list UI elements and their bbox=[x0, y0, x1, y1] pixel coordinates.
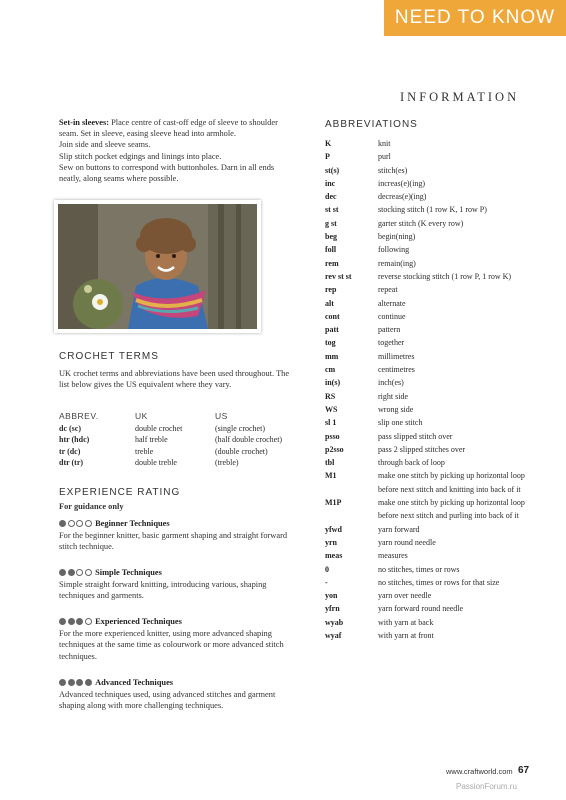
list-item bbox=[325, 469, 525, 496]
abbr-key: RS bbox=[325, 391, 336, 401]
abbr-meaning: make one stitch by picking up horizontal loop before next stitch and knitting into back of it bbox=[378, 471, 525, 494]
list-item bbox=[325, 336, 525, 349]
abbr-key: in(s) bbox=[325, 378, 341, 388]
header-uk: UK bbox=[135, 411, 148, 421]
crochet-us: (treble) bbox=[215, 458, 239, 467]
level-desc: Simple straight forward knitting, introducing various, shaping techniques and garments. bbox=[59, 580, 267, 601]
crochet-us: (single crochet) bbox=[215, 423, 265, 433]
list-item bbox=[325, 443, 525, 456]
list-item bbox=[325, 164, 525, 177]
abbr-key: rep bbox=[325, 285, 337, 295]
abbr-key: WS bbox=[325, 404, 338, 414]
setin-label: Set-in sleeves: bbox=[59, 118, 110, 127]
list-item bbox=[325, 416, 525, 429]
abbr-key: cm bbox=[325, 365, 336, 375]
abbr-key: meas bbox=[325, 551, 343, 561]
abbr-key: P bbox=[325, 152, 330, 162]
watermark: PassionForum.ru bbox=[456, 782, 517, 791]
list-item bbox=[325, 190, 525, 203]
abbr-meaning: yarn forward bbox=[378, 524, 420, 534]
abbr-key: sl 1 bbox=[325, 418, 337, 428]
abbr-meaning: repeat bbox=[378, 285, 398, 295]
crochet-uk: double crochet bbox=[135, 423, 183, 433]
header-us: US bbox=[215, 411, 228, 421]
abbr-meaning: pass 2 slipped stitches over bbox=[378, 444, 466, 454]
abbr-meaning: decreas(e)(ing) bbox=[378, 192, 427, 202]
abbr-meaning: stitch(es) bbox=[378, 165, 408, 175]
abbr-meaning: pattern bbox=[378, 325, 401, 335]
abbr-meaning: knit bbox=[378, 139, 391, 148]
abbr-key: yfrn bbox=[325, 604, 340, 614]
crochet-intro: UK crochet terms and abbreviations have been used throughout. The list below gives the US equivalent where they vary. bbox=[59, 369, 290, 390]
abbr-key: wyaf bbox=[325, 630, 342, 640]
abbr-key: K bbox=[325, 139, 332, 148]
crochet-abbr: dc (sc) bbox=[59, 423, 81, 433]
abbr-meaning: centimetres bbox=[378, 365, 415, 375]
level-experienced bbox=[59, 616, 295, 662]
abbr-meaning: purl bbox=[378, 152, 391, 162]
level-advanced bbox=[59, 677, 295, 712]
list-item bbox=[325, 270, 525, 283]
list-item bbox=[325, 137, 525, 150]
abbr-meaning: no stitches, times or rows bbox=[378, 564, 460, 574]
abbr-meaning: alternate bbox=[378, 298, 406, 308]
list-item bbox=[325, 243, 525, 256]
table-row bbox=[59, 434, 299, 446]
level-simple bbox=[59, 567, 295, 602]
abbr-key: alt bbox=[325, 298, 334, 308]
abbr-meaning: stocking stitch (1 row K, 1 row P) bbox=[378, 205, 487, 215]
list-item bbox=[325, 563, 525, 576]
table-row bbox=[59, 446, 299, 458]
abbr-key: beg bbox=[325, 232, 337, 242]
list-item bbox=[325, 390, 525, 403]
abbr-meaning: millimetres bbox=[378, 351, 415, 361]
list-item bbox=[325, 323, 525, 336]
abbr-meaning: wrong side bbox=[378, 404, 414, 414]
header-abbrev: ABBREV. bbox=[59, 411, 99, 421]
list-item bbox=[325, 629, 525, 642]
section-title: INFORMATION bbox=[400, 90, 520, 104]
abbr-key: foll bbox=[325, 245, 337, 255]
abbr-key: psso bbox=[325, 431, 340, 441]
abbr-key: p2sso bbox=[325, 444, 344, 454]
abbr-meaning: continue bbox=[378, 311, 406, 321]
list-item bbox=[325, 203, 525, 216]
list-item bbox=[325, 363, 525, 376]
abbr-key: g st bbox=[325, 218, 337, 228]
footer-site: www.craftworld.com bbox=[446, 767, 513, 776]
crochet-abbr: tr (dc) bbox=[59, 446, 81, 456]
abbr-meaning: increas(e)(ing) bbox=[378, 178, 426, 188]
abbr-key: yfwd bbox=[325, 524, 342, 534]
abbr-meaning: following bbox=[378, 245, 410, 255]
abbr-key: rem bbox=[325, 258, 339, 268]
list-item bbox=[325, 536, 525, 549]
list-item bbox=[325, 297, 525, 310]
crochet-uk: half treble bbox=[135, 435, 168, 444]
setin-text-4: Sew on buttons to correspond with buttonholes. Darn in all ends neatly, along seams where possible. bbox=[59, 162, 275, 184]
crochet-table-header bbox=[59, 411, 299, 423]
abbr-key: M1P bbox=[325, 498, 342, 508]
crochet-uk: double treble bbox=[135, 458, 177, 467]
abbr-meaning: with yarn at back bbox=[378, 617, 434, 627]
abbr-meaning: through back of loop bbox=[378, 458, 445, 468]
abbr-meaning: make one stitch by picking up horizontal loop before next stitch and purling into back of it bbox=[378, 498, 525, 521]
abbr-meaning: inch(es) bbox=[378, 378, 404, 388]
list-item bbox=[325, 230, 525, 243]
list-item bbox=[325, 350, 525, 363]
abbr-meaning: pass slipped stitch over bbox=[378, 431, 453, 441]
abbr-key: inc bbox=[325, 178, 336, 188]
level-name: Simple Techniques bbox=[95, 568, 162, 577]
crochet-us: (half double crochet) bbox=[215, 435, 283, 444]
abbr-meaning: no stitches, times or rows for that size bbox=[378, 577, 500, 587]
list-item bbox=[325, 217, 525, 230]
abbr-key: st(s) bbox=[325, 165, 340, 175]
page-number: 67 bbox=[518, 765, 530, 776]
abbreviations-list bbox=[325, 137, 525, 642]
abbr-meaning: remain(ing) bbox=[378, 258, 416, 268]
crochet-uk: treble bbox=[135, 446, 154, 456]
level-name: Beginner Techniques bbox=[95, 519, 170, 528]
need-to-know-tab: NEED TO KNOW bbox=[384, 0, 566, 36]
abbr-meaning: together bbox=[378, 338, 405, 348]
list-item bbox=[325, 616, 525, 629]
list-item bbox=[325, 576, 525, 589]
level-desc: Advanced techniques used, using advanced stitches and garment shaping along with more challenging techniques. bbox=[59, 690, 276, 711]
abbr-meaning: yarn over needle bbox=[378, 591, 432, 601]
table-row bbox=[59, 457, 299, 469]
abbr-key: yrn bbox=[325, 537, 337, 547]
rating-dots-icon bbox=[59, 519, 93, 530]
abbreviations-heading: ABBREVIATIONS bbox=[325, 119, 418, 130]
setin-text-1: Place centre of cast-off edge of sleeve to shoulder seam. Set in sleeve, easing sleeve head into armhole. bbox=[59, 118, 278, 139]
abbr-meaning: yarn round needle bbox=[378, 537, 436, 547]
abbr-meaning: reverse stocking stitch (1 row P, 1 row K) bbox=[378, 271, 512, 281]
abbr-key: wyab bbox=[325, 617, 344, 627]
list-item bbox=[325, 150, 525, 163]
list-item bbox=[325, 496, 525, 523]
crochet-us: (double crochet) bbox=[215, 446, 268, 456]
rating-dots-icon bbox=[59, 568, 93, 579]
abbr-key: 0 bbox=[325, 564, 329, 574]
level-name: Experienced Techniques bbox=[95, 617, 182, 626]
list-item bbox=[325, 523, 525, 536]
crochet-abbr: htr (hdc) bbox=[59, 435, 90, 444]
abbr-meaning: slip one stitch bbox=[378, 418, 423, 428]
crochet-table bbox=[59, 411, 299, 469]
abbr-key: dec bbox=[325, 192, 337, 202]
abbr-key: st st bbox=[325, 205, 339, 215]
abbr-key: tog bbox=[325, 338, 336, 348]
experience-subtitle: For guidance only bbox=[59, 502, 124, 511]
abbr-key: tbl bbox=[325, 458, 335, 468]
level-desc: For the more experienced knitter, using more advanced shaping techniques at the same time as colourwork or more advanced stitch techniques. bbox=[59, 629, 284, 661]
abbr-meaning: begin(ning) bbox=[378, 232, 416, 242]
rating-dots-icon bbox=[59, 617, 93, 628]
list-item bbox=[325, 589, 525, 602]
list-item bbox=[325, 283, 525, 296]
setin-text-2: Join side and sleeve seams. bbox=[59, 140, 151, 150]
list-item bbox=[325, 602, 525, 615]
list-item bbox=[325, 456, 525, 469]
list-item bbox=[325, 549, 525, 562]
level-beginner bbox=[59, 518, 295, 553]
list-item bbox=[325, 430, 525, 443]
abbr-key: mm bbox=[325, 351, 339, 361]
setin-instructions bbox=[59, 117, 295, 184]
rating-dots-icon bbox=[59, 678, 93, 689]
list-item bbox=[325, 257, 525, 270]
abbr-meaning: measures bbox=[378, 551, 408, 561]
setin-text-3: Slip stitch pocket edgings and linings into place. bbox=[59, 151, 222, 161]
abbr-key: cont bbox=[325, 311, 340, 321]
abbr-key: rev st st bbox=[325, 271, 352, 281]
abbr-key: patt bbox=[325, 325, 339, 335]
crochet-abbr: dtr (tr) bbox=[59, 458, 84, 467]
abbr-key: - bbox=[325, 577, 328, 587]
table-row bbox=[59, 423, 299, 435]
child-photo bbox=[54, 200, 261, 333]
list-item bbox=[325, 376, 525, 389]
list-item bbox=[325, 403, 525, 416]
abbr-meaning: right side bbox=[378, 391, 408, 401]
abbr-meaning: with yarn at front bbox=[378, 630, 434, 640]
list-item bbox=[325, 177, 525, 190]
list-item bbox=[325, 310, 525, 323]
abbr-meaning: garter stitch (K every row) bbox=[378, 218, 464, 228]
level-desc: For the beginner knitter, basic garment shaping and straight forward stitch technique. bbox=[59, 531, 288, 552]
abbr-meaning: yarn forward round needle bbox=[378, 604, 464, 614]
level-name: Advanced Techniques bbox=[95, 678, 174, 687]
abbr-key: M1 bbox=[325, 471, 337, 481]
experience-rating-heading: EXPERIENCE RATING bbox=[59, 487, 181, 498]
abbr-key: yon bbox=[325, 591, 338, 601]
crochet-terms-heading: CROCHET TERMS bbox=[59, 351, 159, 362]
